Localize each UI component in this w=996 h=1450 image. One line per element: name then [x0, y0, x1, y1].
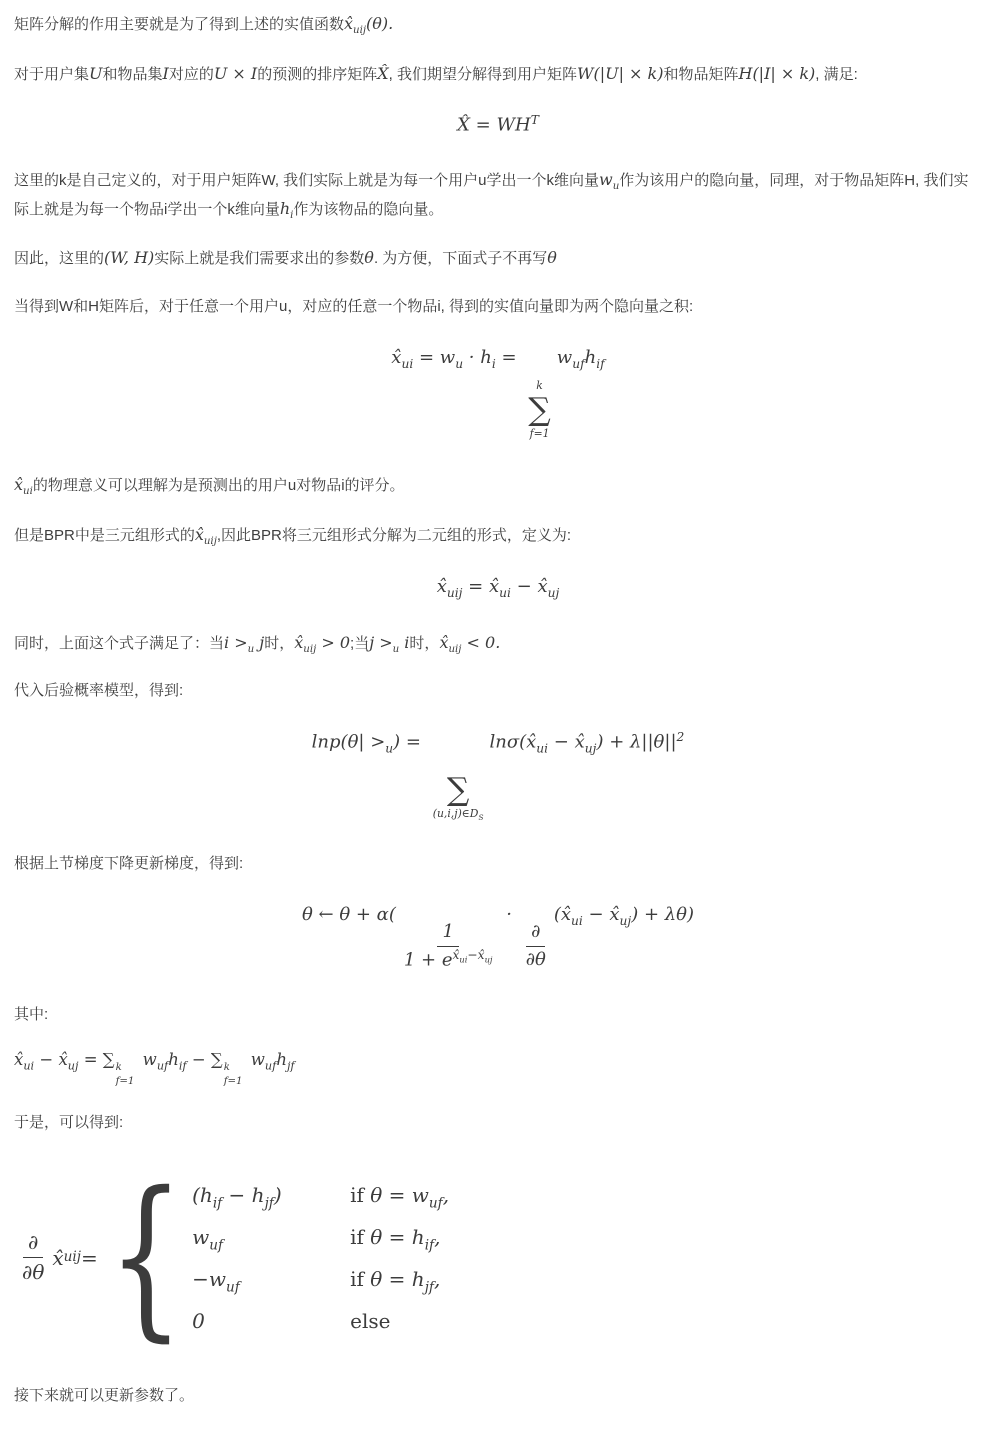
math-run: (h	[192, 1182, 213, 1207]
math-run: I	[162, 63, 169, 83]
superscript: T	[530, 113, 539, 128]
text-run: . 为方便，下面式子不再写	[373, 250, 548, 268]
subscript: uf	[209, 1237, 224, 1253]
math-run: k	[115, 1062, 122, 1074]
fraction	[521, 921, 551, 971]
math-run: h	[279, 198, 291, 218]
text-run: 代入后验概率模型，得到:	[14, 682, 184, 700]
subscript: uij	[448, 643, 462, 655]
math-run: = ∑	[78, 1049, 115, 1069]
subscript: uj	[584, 741, 597, 756]
text-run: 时，	[264, 634, 295, 652]
math-run: ∂	[28, 1230, 39, 1255]
para-thus	[14, 1110, 982, 1137]
math-run: < 0.	[461, 632, 501, 652]
math-run: j	[254, 632, 265, 652]
subscript: i	[491, 356, 496, 371]
subscript: ui	[536, 741, 549, 756]
math-run: θ = h	[370, 1266, 425, 1291]
case-condition	[350, 1183, 449, 1211]
text-run: , 满足:	[815, 65, 858, 83]
subscript: ui	[23, 486, 33, 498]
case-expression	[192, 1225, 320, 1253]
para-theta-params	[14, 244, 982, 273]
subscript: uij	[203, 535, 217, 547]
math-run: 1	[442, 921, 454, 943]
text-run: 的物理意义可以理解为是预测出的用户u对物品i的评分。	[32, 477, 405, 495]
subscript: uij	[303, 643, 317, 655]
math-run: lnp(θ| >	[311, 731, 386, 753]
sum-operator	[433, 762, 484, 822]
math-run: − ∑	[186, 1049, 223, 1069]
math-upright-run: if	[350, 1182, 371, 1207]
math-run: −w	[192, 1266, 227, 1291]
subscript: if	[212, 1194, 223, 1211]
text-run: 根据上节梯度下降更新梯度，得到:	[14, 855, 244, 873]
math-run: U × I	[213, 63, 258, 83]
math-run: ,	[434, 1224, 441, 1249]
subscript: uj	[67, 1059, 79, 1073]
subscript: uf	[428, 1194, 443, 1211]
math-run: k	[536, 378, 543, 392]
lower-limit	[530, 427, 550, 442]
subscript: uj	[484, 954, 493, 965]
subscript: if	[424, 1237, 435, 1253]
text-run: 当得到W和H矩阵后，对于任意一个用户u，对应的任意一个物品i, 得到的实值向量即为两个隐向量之积:	[14, 298, 694, 316]
subscript: uf	[156, 1059, 169, 1073]
math-run: f=1	[223, 1075, 243, 1087]
formula-xuij-definition	[14, 576, 982, 599]
math-run: ·	[500, 904, 518, 926]
math-run: ) + λθ)	[631, 904, 695, 926]
case-rows	[192, 1183, 449, 1333]
text-run: , 我们期望分解得到用户矩阵	[388, 65, 577, 83]
math-run: θ = w	[370, 1182, 429, 1207]
para-factorization-goal	[14, 60, 982, 89]
math-run: w	[245, 1049, 265, 1069]
math-run: 0	[192, 1308, 205, 1333]
subscript: uf	[572, 356, 585, 371]
case-condition	[350, 1225, 449, 1253]
math-run: j >	[369, 632, 393, 652]
case-expression	[192, 1183, 320, 1211]
math-upright-run: if	[350, 1266, 371, 1291]
subscript: u	[455, 356, 464, 371]
math-run: x̂	[436, 575, 447, 597]
denominator	[399, 947, 498, 972]
text-run: ;当	[350, 634, 370, 652]
text-run: 因此，这里的	[14, 250, 105, 268]
math-run: x̂	[391, 346, 402, 368]
text-run: 和物品集	[102, 65, 163, 83]
numerator	[526, 921, 545, 947]
para-intro	[14, 10, 982, 39]
case-condition	[350, 1267, 449, 1295]
formula-theta-update	[14, 904, 982, 972]
sigma-symbol: ∑	[446, 771, 470, 808]
math-run: 1 + e	[403, 949, 453, 971]
para-xui-meaning	[14, 471, 982, 500]
para-update-params	[14, 1383, 982, 1410]
denominator	[17, 1258, 49, 1285]
text-run: ,因此BPR将三元组形式分解为二元组的形式，定义为:	[216, 526, 572, 544]
math-run: −x̂	[467, 947, 485, 962]
subscript: ui	[401, 356, 414, 371]
math-run: i	[399, 632, 410, 652]
math-run: − x̂	[548, 731, 585, 753]
subscript: uij	[63, 1248, 81, 1265]
para-bpr-triple	[14, 521, 982, 550]
math-run: ) + λ||θ||	[596, 731, 677, 753]
case-expression	[192, 1267, 320, 1295]
math-run: x̂	[439, 632, 449, 652]
case-condition	[350, 1309, 449, 1333]
math-run: w	[599, 170, 613, 190]
math-run: θ	[364, 248, 374, 268]
sigma-symbol: ∑	[528, 391, 551, 428]
lower-limit	[224, 1075, 243, 1088]
math-run: X̂ = WH	[457, 115, 531, 137]
math-run: − x̂	[34, 1049, 68, 1069]
numerator	[437, 921, 458, 947]
math-run: f=1	[529, 426, 550, 440]
math-run: ) =	[393, 731, 427, 753]
article-content	[14, 10, 982, 1409]
subscript: uij	[353, 25, 367, 37]
lower-limit	[116, 1075, 135, 1088]
formula-partial-derivative-cases	[14, 1156, 982, 1358]
math-run: U	[89, 63, 103, 83]
numerator	[23, 1230, 43, 1258]
formula-difference-expansion	[14, 1050, 982, 1088]
text-run: 对应的	[168, 65, 214, 83]
math-run: − x̂	[510, 575, 548, 597]
math-run: =	[81, 1245, 98, 1270]
text-run: 但是BPR中是三元组形式的	[14, 526, 195, 544]
math-run: k	[223, 1062, 230, 1074]
text-run: 接下来就可以更新参数了。	[14, 1386, 195, 1404]
upper-limit	[116, 1061, 122, 1074]
math-run: w	[137, 1049, 157, 1069]
math-run: x̂	[52, 1245, 64, 1270]
text-run: 这里的k是自己定义的，对于用户矩阵W, 我们实际上就是为每一个用户u学出一个k维向量	[14, 172, 600, 190]
math-run: θ ← θ + α(	[301, 904, 396, 926]
text-run: 作为该用户的隐向量，同理，对于物品矩阵H, 我们实际上就是为每一个物品i学出一个k维向量	[14, 172, 969, 218]
math-upright-run: else	[350, 1308, 391, 1333]
para-satisfy-condition	[14, 629, 982, 658]
math-run: x̂	[294, 632, 304, 652]
math-run: = x̂	[462, 575, 500, 597]
math-run: (W, H)	[104, 248, 155, 268]
formula-lnp-posterior	[14, 731, 982, 821]
math-run: · h	[463, 346, 492, 368]
text-run: 其中:	[14, 1005, 49, 1023]
subscript: ui	[499, 585, 511, 600]
para-gradient-descent	[14, 851, 982, 878]
math-run: ∂	[531, 921, 541, 943]
math-run: W(|U| × k)	[577, 63, 664, 83]
subscript: uf	[264, 1059, 277, 1073]
lower-limit	[433, 807, 484, 822]
math-run: (θ).	[366, 14, 394, 33]
upper-limit	[224, 1061, 230, 1074]
superscript	[452, 947, 493, 965]
subscript: jf	[286, 1059, 295, 1073]
math-run: )	[273, 1182, 282, 1207]
text-run: 同时，上面这个式子满足了：当	[14, 634, 225, 652]
subscript: ui	[571, 914, 583, 929]
math-run: θ = h	[370, 1224, 425, 1249]
math-run: (u,i,j)∈D	[432, 806, 479, 820]
subscript: jf	[264, 1194, 274, 1211]
text-run: 的预测的排序矩阵	[257, 65, 378, 83]
math-run: =	[495, 346, 523, 368]
sum-operator	[528, 379, 551, 441]
subscript: uj	[547, 585, 560, 600]
formula-xui-dot-product	[14, 347, 982, 441]
subscript: uf	[226, 1279, 240, 1296]
sum-limits	[224, 1061, 243, 1088]
para-latent-product	[14, 294, 982, 321]
cases-group: { $(h_{if} - h_{jf})$ if $\theta = w_{uf}$, $w_{uf}$ if $\theta = h_{if}$, $-w_{uf}$ if $\theta = h_{jf}$, 0 else	[107, 1156, 450, 1358]
math-run: X̂	[377, 63, 389, 83]
math-run: ,	[442, 1182, 450, 1207]
math-run: h	[584, 346, 597, 368]
sum-limits	[116, 1061, 135, 1088]
subscript: u	[392, 643, 400, 655]
math-run: θ	[547, 248, 557, 268]
fraction	[17, 1230, 49, 1285]
math-run: − h	[222, 1182, 265, 1207]
text-run: 时，	[409, 634, 440, 652]
math-run: x̂	[14, 1049, 24, 1069]
math-run: = w	[413, 346, 456, 368]
subscript: uj	[619, 914, 632, 929]
denominator	[521, 947, 551, 972]
fraction	[399, 921, 498, 972]
subscript: S	[478, 812, 484, 822]
text-run: 作为该物品的隐向量。	[293, 200, 444, 218]
subscript: if	[596, 356, 605, 371]
subscript: uij	[446, 585, 463, 600]
math-run: x̂	[194, 524, 204, 544]
subscript: u	[247, 643, 255, 655]
formula-x-equals-wht	[14, 114, 982, 136]
para-where	[14, 1002, 982, 1029]
subscript: ui	[23, 1059, 35, 1073]
math-run: ∂θ	[525, 948, 546, 970]
para-posterior-model	[14, 678, 982, 705]
math-run: x̂	[452, 947, 460, 962]
text-run: 实际上就是我们需要求出的参数	[154, 250, 365, 268]
math-run: x̂	[14, 475, 24, 495]
math-run: h	[168, 1049, 179, 1069]
math-run: lnσ(x̂	[489, 731, 537, 753]
subscript: u	[385, 741, 394, 756]
math-run: ∂θ	[22, 1260, 45, 1285]
text-run: 和物品矩阵	[663, 65, 739, 83]
text-run: 对于用户集	[14, 65, 90, 83]
math-run: H(|I| × k)	[738, 63, 816, 83]
subscript: if	[178, 1059, 187, 1073]
math-run: x̂	[344, 14, 354, 33]
math-run: (x̂	[553, 904, 572, 926]
math-run: − x̂	[582, 904, 620, 926]
math-run: i >	[224, 632, 248, 652]
subscript: jf	[424, 1279, 434, 1296]
math-run: ,	[433, 1266, 441, 1291]
math-run: h	[276, 1049, 287, 1069]
math-run: w	[556, 346, 573, 368]
math-run: w	[192, 1224, 210, 1249]
case-expression	[192, 1309, 320, 1333]
math-run: f=1	[115, 1075, 135, 1087]
subscript: i	[290, 209, 294, 221]
superscript: 2	[676, 730, 685, 744]
math-run: > 0	[316, 632, 351, 652]
para-k-definition	[14, 166, 982, 223]
math-upright-run: if	[350, 1224, 371, 1249]
text-run: 矩阵分解的作用主要就是为了得到上述的实值函数	[14, 16, 345, 33]
text-run: 于是，可以得到:	[14, 1113, 124, 1131]
subscript: ui	[459, 954, 468, 965]
subscript: u	[612, 181, 620, 193]
